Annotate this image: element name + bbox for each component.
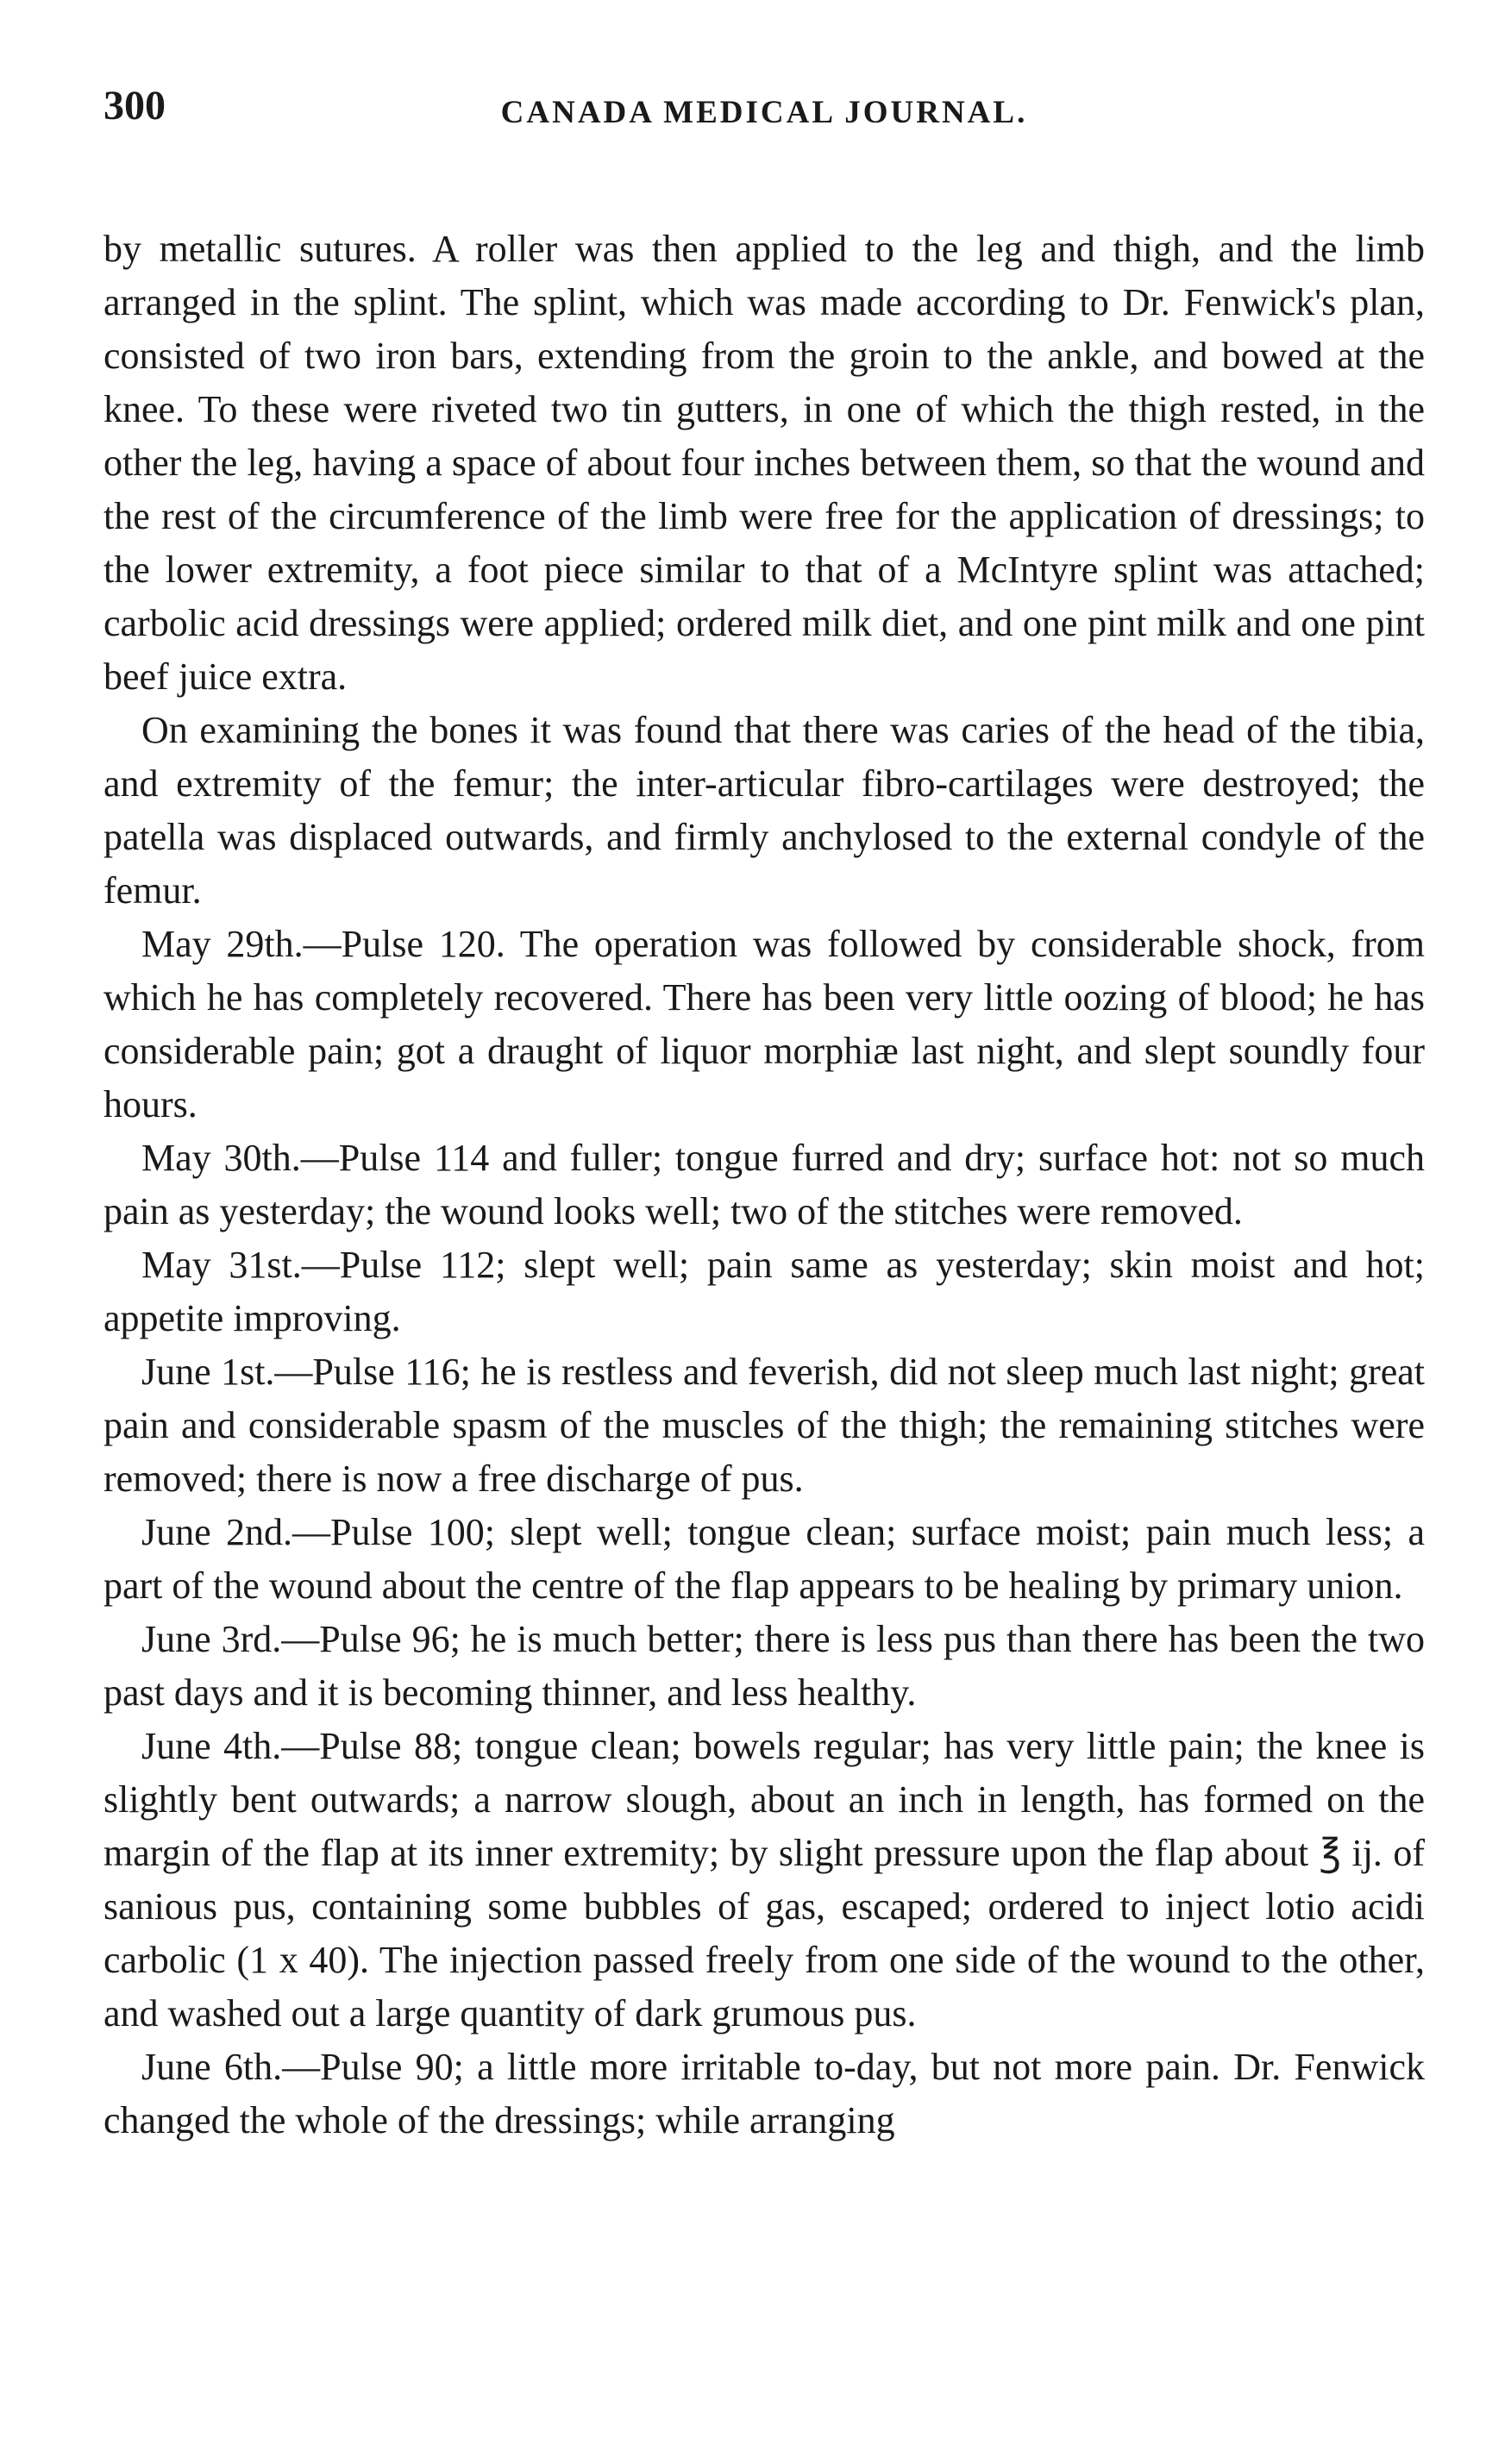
paragraph-june-2: June 2nd.—Pulse 100; slept well; tongue clean; surface moist; pain much less; a part of the wound about the centre of the flap appears to be healing by primary union. [103,1511,1425,1607]
paragraph-june-4: June 4th.—Pulse 88; tongue clean; bowels regular; has very little pain; the knee is slightly bent outwards; a narrow slough, about an inch in length, has formed on the margin of the flap at its inner extremity; by slight pressure upon the flap about ℥ ij. of sanious pus, containing some bubbles of gas, escaped; ordered to inject lotio acidi carbolic (1 x 40). The injection passed freely from one side of the wound to the other, and washed out a large quantity of dark grumous pus. [103,1725,1425,2035]
paragraph-may-31: May 31st.—Pulse 112; slept well; pain same as yesterday; skin moist and hot; appetite improving. [103,1244,1425,1339]
paragraph-continued: by metallic sutures. A roller was then applied to the leg and thigh, and the limb arranged in the splint. The splint, which was made according to Dr. Fenwick's plan, consisted of two iron bars, extending from the groin to the ankle, and bowed at the knee. To these were riveted two tin gutters, in one of which the thigh rested, in the other the leg, having a space of about four inches between them, so that the wound and the rest of the circumference of the limb were free for the application of dressings; to the lower extremity, a foot piece similar to that of a McIntyre splint was attached; carbolic acid dressings were applied; ordered milk diet, and one pint milk and one pint beef juice extra. [103,228,1425,698]
paragraph-may-30: May 30th.—Pulse 114 and fuller; tongue furred and dry; surface hot: not so much pain as yesterday; the wound looks well; two of the stitches were removed. [103,1137,1425,1232]
paragraph-may-29: May 29th.—Pulse 120. The operation was followed by considerable shock, from which he has completely recovered. There has been very little oozing of blood; he has considerable pain; got a draught of liquor morphiæ last night, and slept soundly four hours. [103,923,1425,1125]
journal-title: CANADA MEDICAL JOURNAL. [500,95,1028,130]
paragraph-june-6: June 6th.—Pulse 90; a little more irritable to-day, but not more pain. Dr. Fenwick changed the whole of the dressings; while arranging [103,2046,1425,2141]
paragraph-bone-examination: On examining the bones it was found that there was caries of the head of the tibia, and extremity of the femur; the inter-articular fibro-cartilages were destroyed; the patella was displaced outwards, and firmly anchylosed to the external condyle of the femur. [103,709,1425,912]
paragraph-june-1: June 1st.—Pulse 116; he is restless and feverish, did not sleep much last night; great pain and considerable spasm of the muscles of the thigh; the remaining stitches were removed; there is now a free discharge of pus. [103,1351,1425,1500]
page-number: 300 [103,83,166,129]
article-body [103,223,1425,2147]
running-head [103,76,1425,136]
paragraph-june-3: June 3rd.—Pulse 96; he is much better; there is less pus than there has been the two past days and it is becoming thinner, and less healthy. [103,1618,1425,1714]
